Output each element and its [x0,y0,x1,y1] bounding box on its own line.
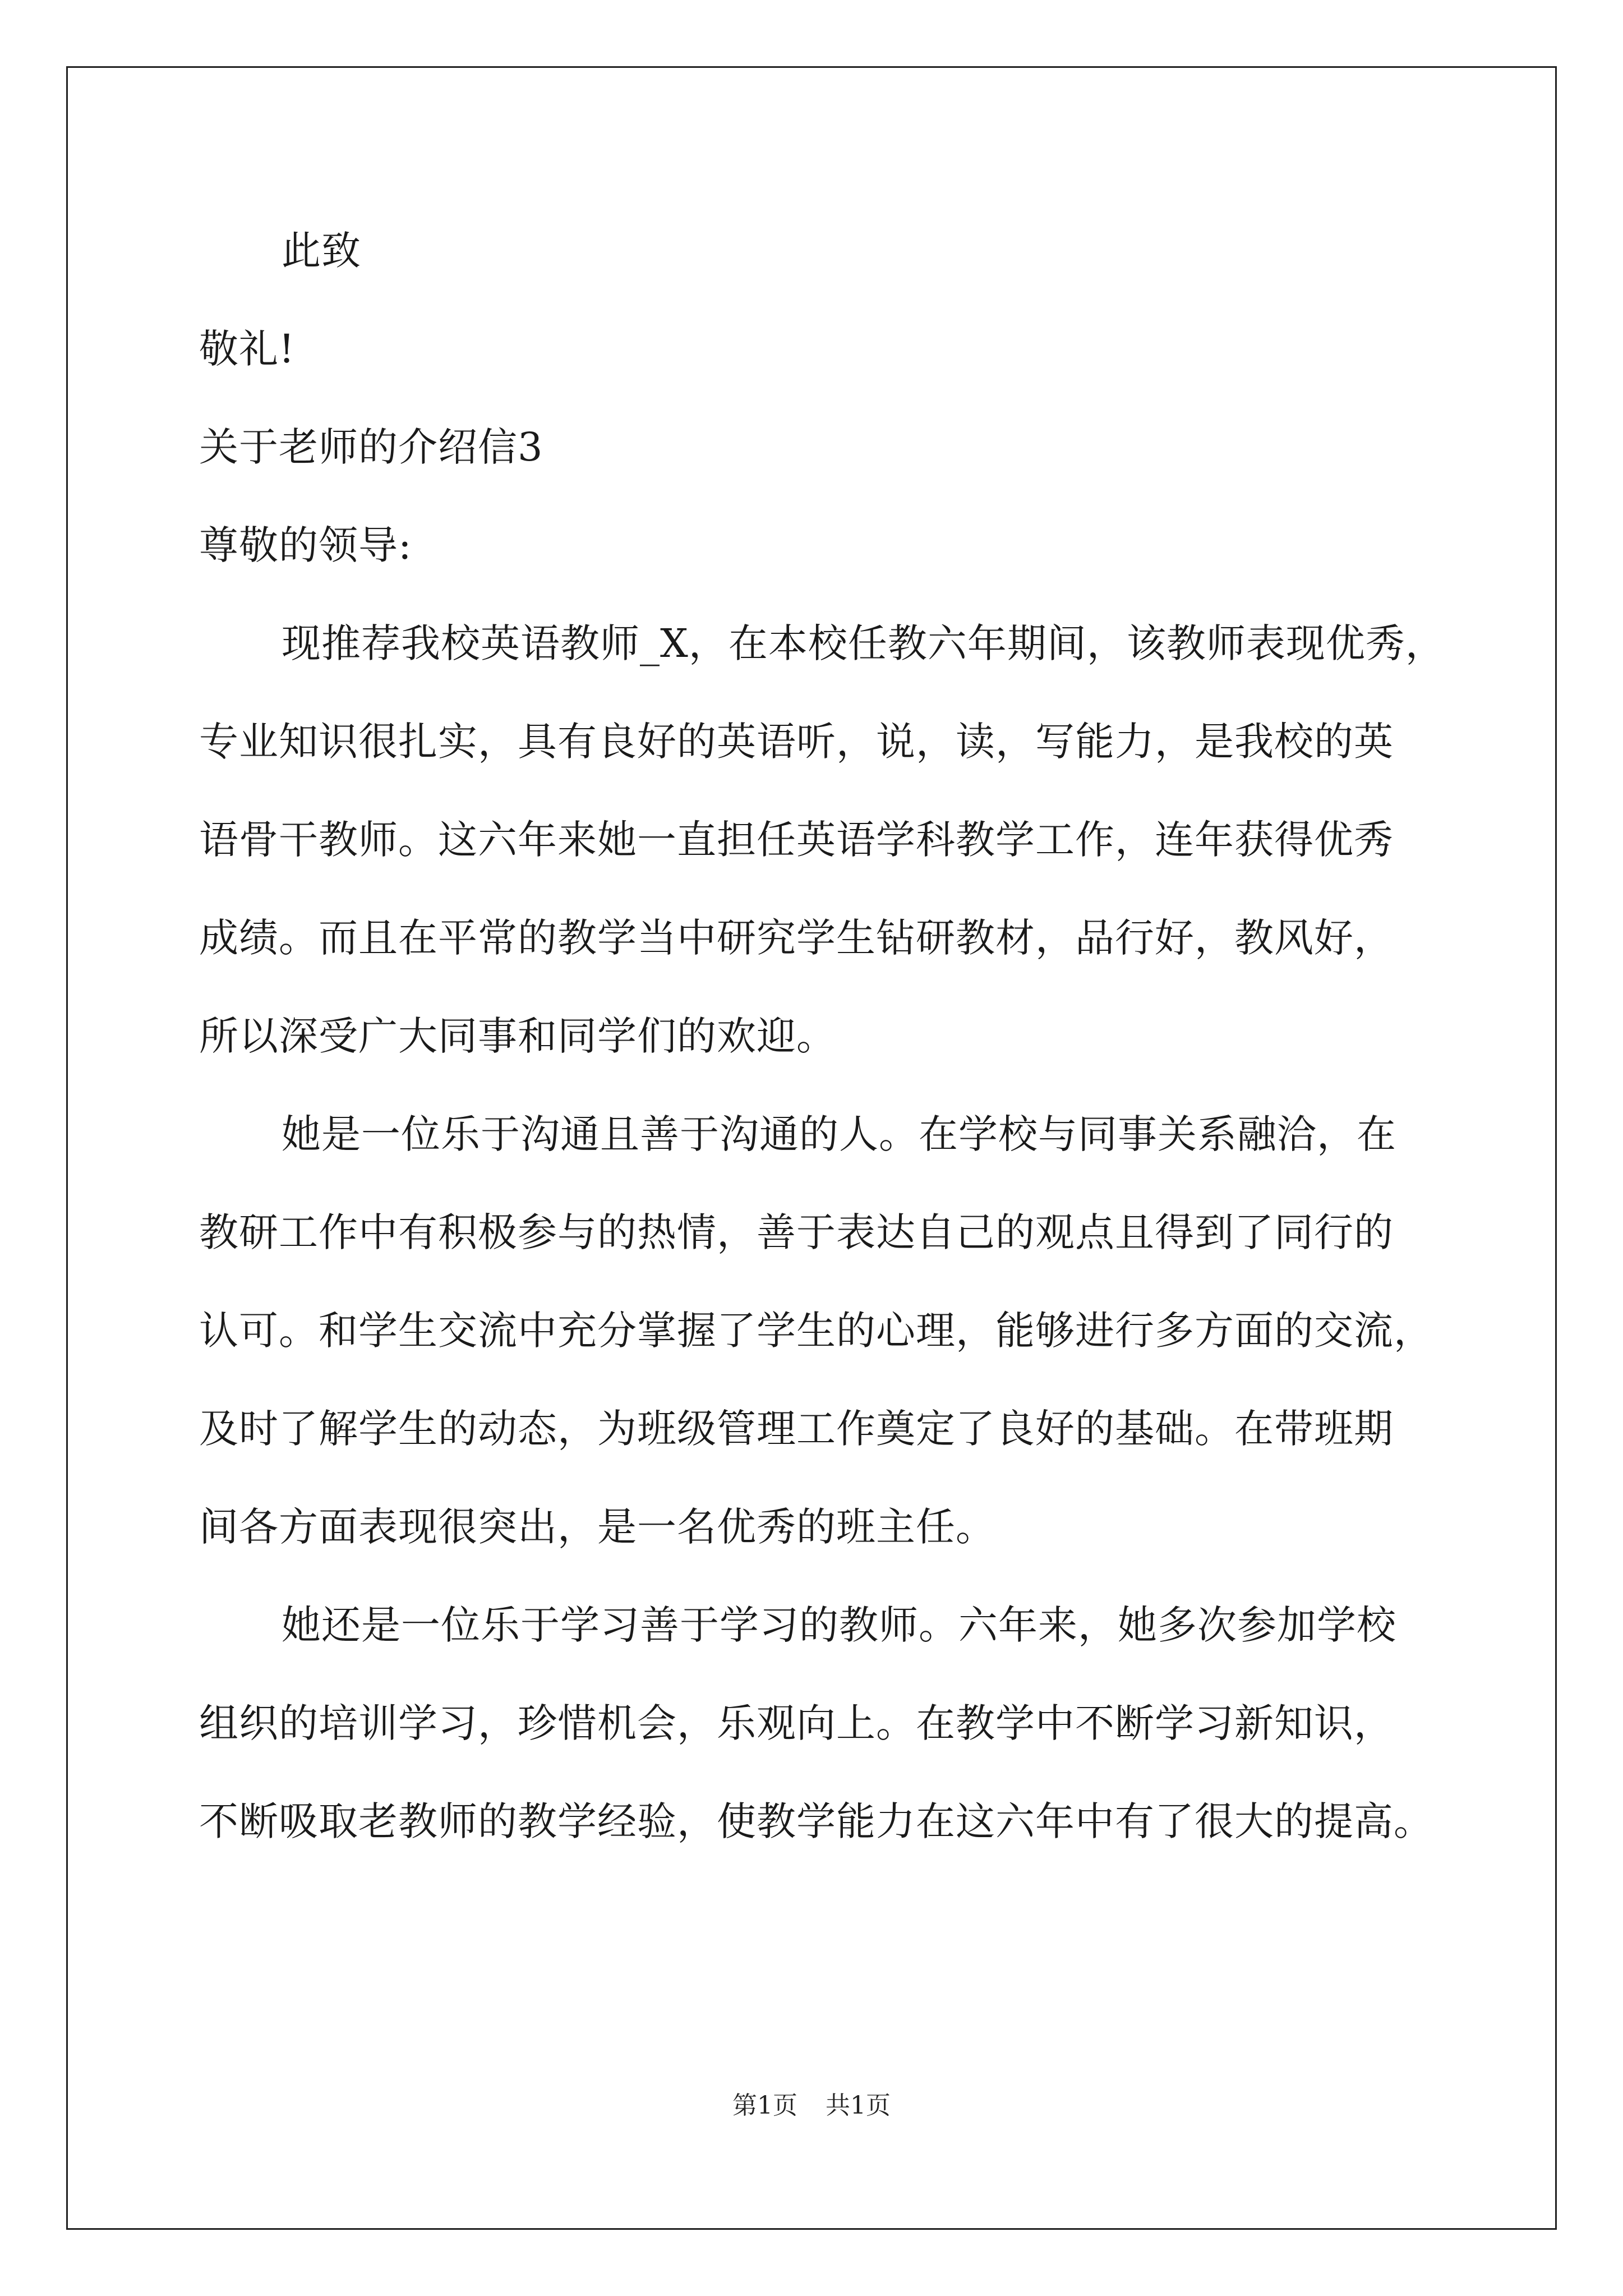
paragraph-2-line: 间各方面表现很突出，是一名优秀的班主任。 [199,1504,995,1550]
page-number: 第1页 [732,2091,797,2120]
paragraph-1-line: 所以深受广大同事和同学们的欢迎。 [199,1013,836,1059]
paragraph-2-line: 她是一位乐于沟通且善于沟通的人。在学校与同事关系融洽，在 [282,1111,1396,1157]
paragraph-3-line: 组织的培训学习，珍惜机会，乐观向上。在教学中不断学习新知识， [199,1700,1394,1746]
paragraph-1-line: 专业知识很扎实，具有良好的英语听，说，读，写能力，是我校的英 [199,719,1394,765]
letter-title: 关于老师的介绍信3 [199,424,543,470]
paragraph-1-line: 现推荐我校英语教师_X，在本校任教六年期间，该教师表现优秀， [282,620,1445,666]
paragraph-1-line: 成绩。而且在平常的教学当中研究学生钻研教材，品行好，教风好， [199,915,1394,961]
page-footer [0,2089,1623,2123]
page-total: 共1页 [826,2091,891,2120]
closing-line-1: 此致 [282,228,361,274]
paragraph-1-line: 语骨干教师。这六年来她一直担任英语学科教学工作，连年获得优秀 [199,817,1394,863]
salutation: 尊敬的领导: [199,522,412,568]
paragraph-2-line: 及时了解学生的动态，为班级管理工作奠定了良好的基础。在带班期 [199,1406,1394,1452]
paragraph-2-line: 认可。和学生交流中充分掌握了学生的心理，能够进行多方面的交流， [199,1308,1433,1354]
paragraph-3-line: 不断吸取老教师的教学经验，使教学能力在这六年中有了很大的提高。 [199,1798,1433,1844]
paragraph-3-line: 她还是一位乐于学习善于学习的教师。六年来，她多次参加学校 [282,1602,1396,1648]
paragraph-2-line: 教研工作中有积极参与的热情，善于表达自己的观点且得到了同行的 [199,1209,1394,1255]
closing-line-2: 敬礼! [199,326,296,372]
